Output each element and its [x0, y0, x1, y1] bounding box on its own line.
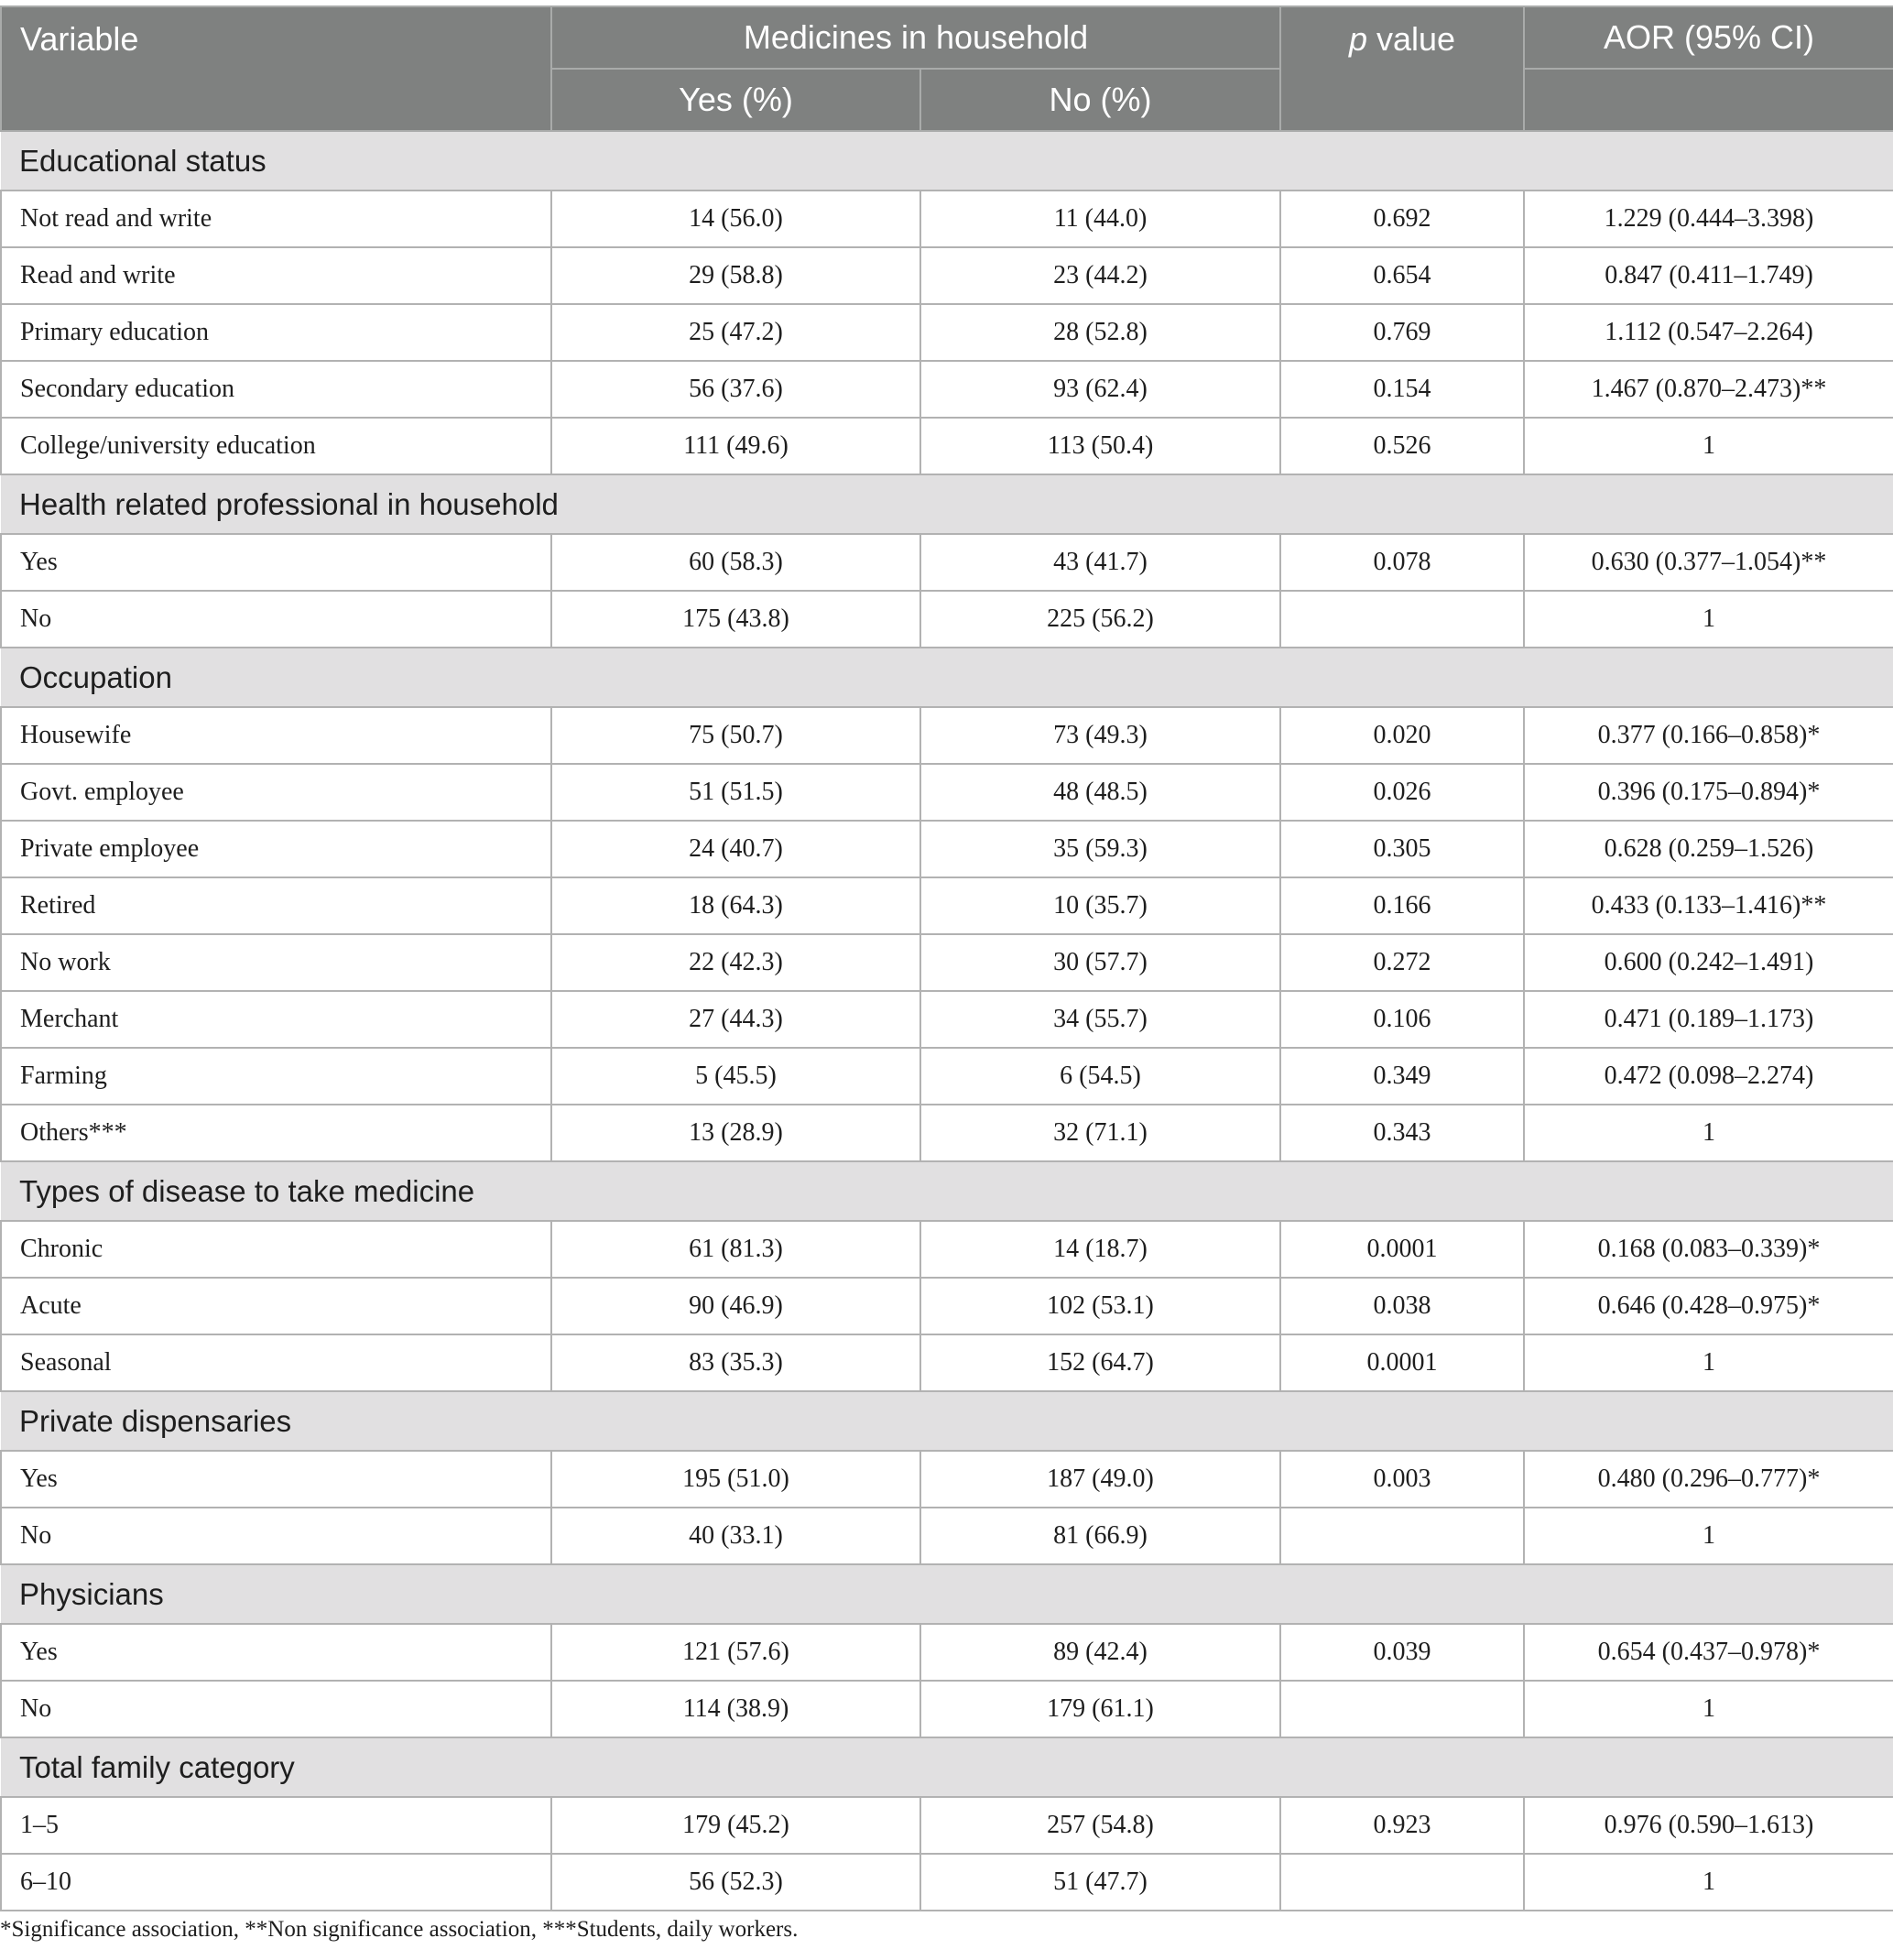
section-row [1, 474, 1893, 534]
cell-variable: Read and write [1, 247, 551, 304]
cell-no: 113 (50.4) [920, 418, 1280, 474]
cell-yes: 121 (57.6) [551, 1624, 920, 1681]
cell-no: 257 (54.8) [920, 1797, 1280, 1854]
table-row [1, 1451, 1893, 1508]
cell-aor: 1.467 (0.870–2.473)** [1524, 361, 1893, 418]
section-row [1, 1161, 1893, 1221]
cell-p-value: 0.654 [1280, 247, 1524, 304]
cell-p-value: 0.106 [1280, 991, 1524, 1048]
cell-yes: 56 (52.3) [551, 1854, 920, 1911]
section-title: Occupation [1, 648, 1893, 707]
cell-aor: 1 [1524, 1681, 1893, 1737]
cell-aor: 0.847 (0.411–1.749) [1524, 247, 1893, 304]
table-body [1, 131, 1893, 1911]
cell-yes: 40 (33.1) [551, 1508, 920, 1564]
table-row [1, 534, 1893, 591]
table-row [1, 707, 1893, 764]
table-row [1, 1681, 1893, 1737]
cell-yes: 90 (46.9) [551, 1278, 920, 1334]
table-row [1, 821, 1893, 877]
cell-variable: Acute [1, 1278, 551, 1334]
cell-no: 43 (41.7) [920, 534, 1280, 591]
cell-p-value [1280, 1681, 1524, 1737]
header-medicines: Medicines in household [551, 6, 1280, 69]
cell-variable: 6–10 [1, 1854, 551, 1911]
table-row [1, 1624, 1893, 1681]
cell-variable: Yes [1, 1451, 551, 1508]
cell-variable: No work [1, 934, 551, 991]
cell-yes: 83 (35.3) [551, 1334, 920, 1391]
cell-no: 51 (47.7) [920, 1854, 1280, 1911]
cell-p-value: 0.020 [1280, 707, 1524, 764]
cell-p-value: 0.039 [1280, 1624, 1524, 1681]
cell-p-value: 0.769 [1280, 304, 1524, 361]
table-row [1, 934, 1893, 991]
cell-no: 89 (42.4) [920, 1624, 1280, 1681]
cell-p-value: 0.343 [1280, 1105, 1524, 1161]
cell-no: 11 (44.0) [920, 191, 1280, 247]
table-row [1, 1854, 1893, 1911]
table-row [1, 764, 1893, 821]
cell-variable: Others*** [1, 1105, 551, 1161]
cell-p-value: 0.038 [1280, 1278, 1524, 1334]
results-table [0, 5, 1893, 1911]
table-row [1, 191, 1893, 247]
cell-no: 23 (44.2) [920, 247, 1280, 304]
table-row [1, 1221, 1893, 1278]
table-row [1, 304, 1893, 361]
cell-yes: 179 (45.2) [551, 1797, 920, 1854]
cell-no: 93 (62.4) [920, 361, 1280, 418]
cell-aor: 1 [1524, 1334, 1893, 1391]
cell-yes: 25 (47.2) [551, 304, 920, 361]
cell-p-value: 0.272 [1280, 934, 1524, 991]
header-aor-blank [1524, 69, 1893, 131]
cell-yes: 195 (51.0) [551, 1451, 920, 1508]
cell-p-value: 0.0001 [1280, 1221, 1524, 1278]
cell-aor: 1 [1524, 1508, 1893, 1564]
header-p-rest: value [1366, 20, 1456, 58]
cell-yes: 61 (81.3) [551, 1221, 920, 1278]
cell-aor: 1 [1524, 418, 1893, 474]
cell-no: 48 (48.5) [920, 764, 1280, 821]
cell-p-value: 0.305 [1280, 821, 1524, 877]
cell-variable: College/university education [1, 418, 551, 474]
cell-aor: 0.600 (0.242–1.491) [1524, 934, 1893, 991]
table-row [1, 1334, 1893, 1391]
cell-p-value [1280, 1854, 1524, 1911]
table-footnote: *Significance association, **Non significance association, ***Students, daily workers. [0, 1917, 799, 1942]
cell-no: 81 (66.9) [920, 1508, 1280, 1564]
cell-p-value: 0.923 [1280, 1797, 1524, 1854]
cell-no: 10 (35.7) [920, 877, 1280, 934]
cell-no: 225 (56.2) [920, 591, 1280, 648]
section-title: Total family category [1, 1737, 1893, 1797]
cell-aor: 1 [1524, 591, 1893, 648]
cell-yes: 24 (40.7) [551, 821, 920, 877]
cell-aor: 1 [1524, 1105, 1893, 1161]
table-container [0, 5, 1893, 1911]
table-row [1, 1278, 1893, 1334]
cell-no: 28 (52.8) [920, 304, 1280, 361]
header-aor: AOR (95% CI) [1524, 6, 1893, 69]
cell-no: 14 (18.7) [920, 1221, 1280, 1278]
section-row [1, 1564, 1893, 1624]
cell-variable: Private employee [1, 821, 551, 877]
table-row [1, 877, 1893, 934]
cell-yes: 5 (45.5) [551, 1048, 920, 1105]
section-title: Types of disease to take medicine [1, 1161, 1893, 1221]
cell-variable: Yes [1, 534, 551, 591]
header-p-italic: p [1348, 20, 1367, 58]
section-title: Private dispensaries [1, 1391, 1893, 1451]
cell-variable: Seasonal [1, 1334, 551, 1391]
cell-yes: 60 (58.3) [551, 534, 920, 591]
cell-no: 73 (49.3) [920, 707, 1280, 764]
cell-no: 6 (54.5) [920, 1048, 1280, 1105]
cell-aor: 0.654 (0.437–0.978)* [1524, 1624, 1893, 1681]
cell-yes: 51 (51.5) [551, 764, 920, 821]
cell-variable: Merchant [1, 991, 551, 1048]
cell-p-value [1280, 1508, 1524, 1564]
cell-variable: No [1, 591, 551, 648]
table-row [1, 1105, 1893, 1161]
cell-aor: 0.471 (0.189–1.173) [1524, 991, 1893, 1048]
cell-yes: 22 (42.3) [551, 934, 920, 991]
cell-no: 30 (57.7) [920, 934, 1280, 991]
cell-p-value: 0.526 [1280, 418, 1524, 474]
cell-aor: 1 [1524, 1854, 1893, 1911]
table-row [1, 1797, 1893, 1854]
cell-no: 32 (71.1) [920, 1105, 1280, 1161]
cell-p-value [1280, 591, 1524, 648]
header-yes: Yes (%) [551, 69, 920, 131]
cell-no: 187 (49.0) [920, 1451, 1280, 1508]
cell-yes: 56 (37.6) [551, 361, 920, 418]
cell-yes: 175 (43.8) [551, 591, 920, 648]
section-row [1, 131, 1893, 191]
cell-no: 179 (61.1) [920, 1681, 1280, 1737]
cell-aor: 0.472 (0.098–2.274) [1524, 1048, 1893, 1105]
cell-no: 35 (59.3) [920, 821, 1280, 877]
cell-yes: 14 (56.0) [551, 191, 920, 247]
cell-p-value: 0.154 [1280, 361, 1524, 418]
cell-aor: 0.646 (0.428–0.975)* [1524, 1278, 1893, 1334]
cell-yes: 29 (58.8) [551, 247, 920, 304]
cell-p-value: 0.003 [1280, 1451, 1524, 1508]
cell-aor: 1.112 (0.547–2.264) [1524, 304, 1893, 361]
header-p-value [1280, 6, 1524, 131]
header-variable: Variable [1, 6, 551, 131]
cell-yes: 18 (64.3) [551, 877, 920, 934]
cell-variable: Housewife [1, 707, 551, 764]
table-row [1, 418, 1893, 474]
cell-p-value: 0.0001 [1280, 1334, 1524, 1391]
cell-p-value: 0.166 [1280, 877, 1524, 934]
cell-p-value: 0.078 [1280, 534, 1524, 591]
section-row [1, 648, 1893, 707]
cell-aor: 1.229 (0.444–3.398) [1524, 191, 1893, 247]
cell-yes: 111 (49.6) [551, 418, 920, 474]
cell-aor: 0.168 (0.083–0.339)* [1524, 1221, 1893, 1278]
cell-aor: 0.480 (0.296–0.777)* [1524, 1451, 1893, 1508]
cell-aor: 0.630 (0.377–1.054)** [1524, 534, 1893, 591]
section-title: Physicians [1, 1564, 1893, 1624]
section-title: Educational status [1, 131, 1893, 191]
cell-yes: 75 (50.7) [551, 707, 920, 764]
cell-aor: 0.377 (0.166–0.858)* [1524, 707, 1893, 764]
table-row [1, 361, 1893, 418]
section-row [1, 1737, 1893, 1797]
cell-aor: 0.396 (0.175–0.894)* [1524, 764, 1893, 821]
table-row [1, 1508, 1893, 1564]
cell-aor: 0.433 (0.133–1.416)** [1524, 877, 1893, 934]
cell-p-value: 0.349 [1280, 1048, 1524, 1105]
cell-p-value: 0.692 [1280, 191, 1524, 247]
table-header [1, 6, 1893, 131]
cell-no: 34 (55.7) [920, 991, 1280, 1048]
cell-yes: 27 (44.3) [551, 991, 920, 1048]
cell-p-value: 0.026 [1280, 764, 1524, 821]
cell-variable: No [1, 1508, 551, 1564]
cell-variable: Primary education [1, 304, 551, 361]
cell-variable: Chronic [1, 1221, 551, 1278]
table-row [1, 991, 1893, 1048]
header-no: No (%) [920, 69, 1280, 131]
table-row [1, 247, 1893, 304]
cell-variable: Yes [1, 1624, 551, 1681]
cell-aor: 0.628 (0.259–1.526) [1524, 821, 1893, 877]
cell-variable: Farming [1, 1048, 551, 1105]
cell-yes: 13 (28.9) [551, 1105, 920, 1161]
cell-variable: Govt. employee [1, 764, 551, 821]
cell-variable: No [1, 1681, 551, 1737]
cell-no: 102 (53.1) [920, 1278, 1280, 1334]
cell-variable: 1–5 [1, 1797, 551, 1854]
cell-variable: Retired [1, 877, 551, 934]
table-row [1, 1048, 1893, 1105]
table-row [1, 591, 1893, 648]
cell-no: 152 (64.7) [920, 1334, 1280, 1391]
cell-aor: 0.976 (0.590–1.613) [1524, 1797, 1893, 1854]
section-title: Health related professional in household [1, 474, 1893, 534]
section-row [1, 1391, 1893, 1451]
cell-variable: Secondary education [1, 361, 551, 418]
cell-variable: Not read and write [1, 191, 551, 247]
cell-yes: 114 (38.9) [551, 1681, 920, 1737]
